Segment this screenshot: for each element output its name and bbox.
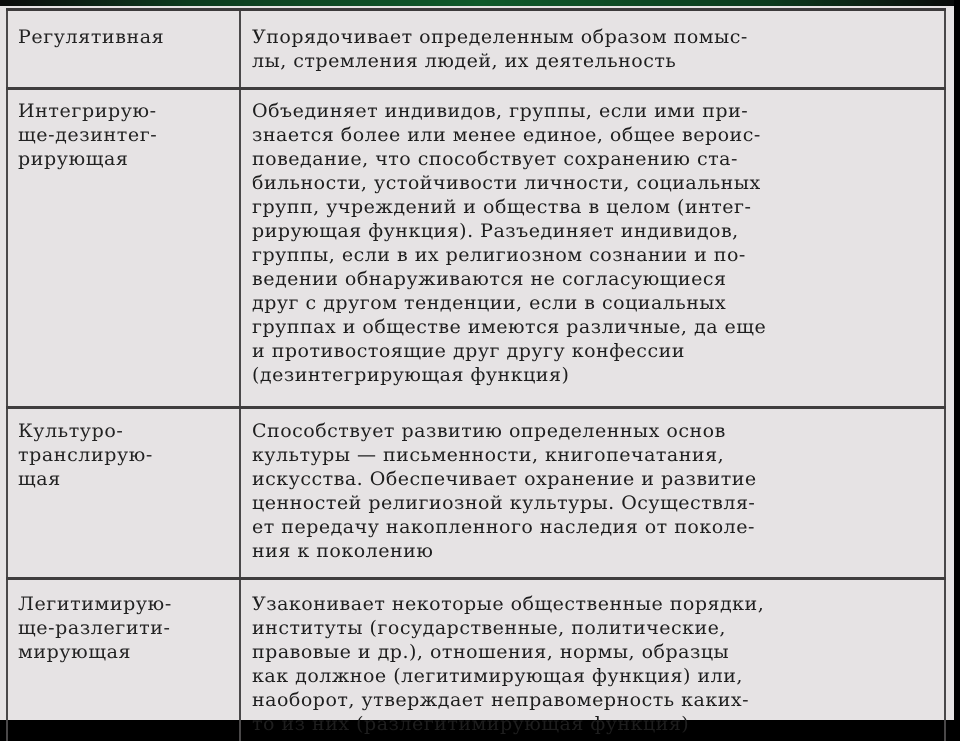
function-name: Культуро- транслирую- щая bbox=[18, 420, 153, 490]
table-row bbox=[6, 90, 946, 406]
function-name: Регулятивная bbox=[18, 26, 165, 48]
function-description: Узаконивает некоторые общественные порядки, институты (государственные, политические, правовые и др.), отношения, нормы, образцы как должное (легитимирующая функция) или, наоборот, утверждает неправомерность каких- то из них (разлегитимирующая функция) bbox=[252, 593, 765, 735]
table-row bbox=[6, 580, 946, 740]
function-name: Интегрирую- ще-дезинтег- рирующая bbox=[18, 100, 158, 170]
table-row bbox=[6, 409, 946, 577]
function-description: Способствует развитию определенных основ культуры — письменности, книгопечатания, искусства. Обеспечивает охранение и развитие ценностей религиозной культуры. Осуществля- ет передачу накопленного наследия от поколе- ния к поколению bbox=[252, 420, 757, 562]
table-row bbox=[6, 11, 946, 87]
function-name: Легитимирую- ще-разлегити- мирующая bbox=[18, 593, 172, 663]
function-description: Объединяет индивидов, группы, если ими при- знается более или менее единое, общее вероис- поведание, что способствует сохранению ста- бильности, устойчивости личности, социальных групп, учреждений и общества в целом (интег- рирующая функция). Разъединяет индивидов, группы, если в их религиозном сознании и по- ведении обнаруживаются не согласующиеся друг с другом тенденции, если в социальных группах и обществе имеются различные, да еще и противостоящие друг другу конфессии (дезинтегрирующая функция) bbox=[252, 100, 767, 386]
functions-table bbox=[6, 8, 946, 741]
slide-right-edge bbox=[954, 0, 960, 720]
function-description: Упорядочивает определенным образом помыс- лы, стремления людей, их деятельность bbox=[252, 26, 748, 72]
scanned-page bbox=[0, 6, 954, 735]
